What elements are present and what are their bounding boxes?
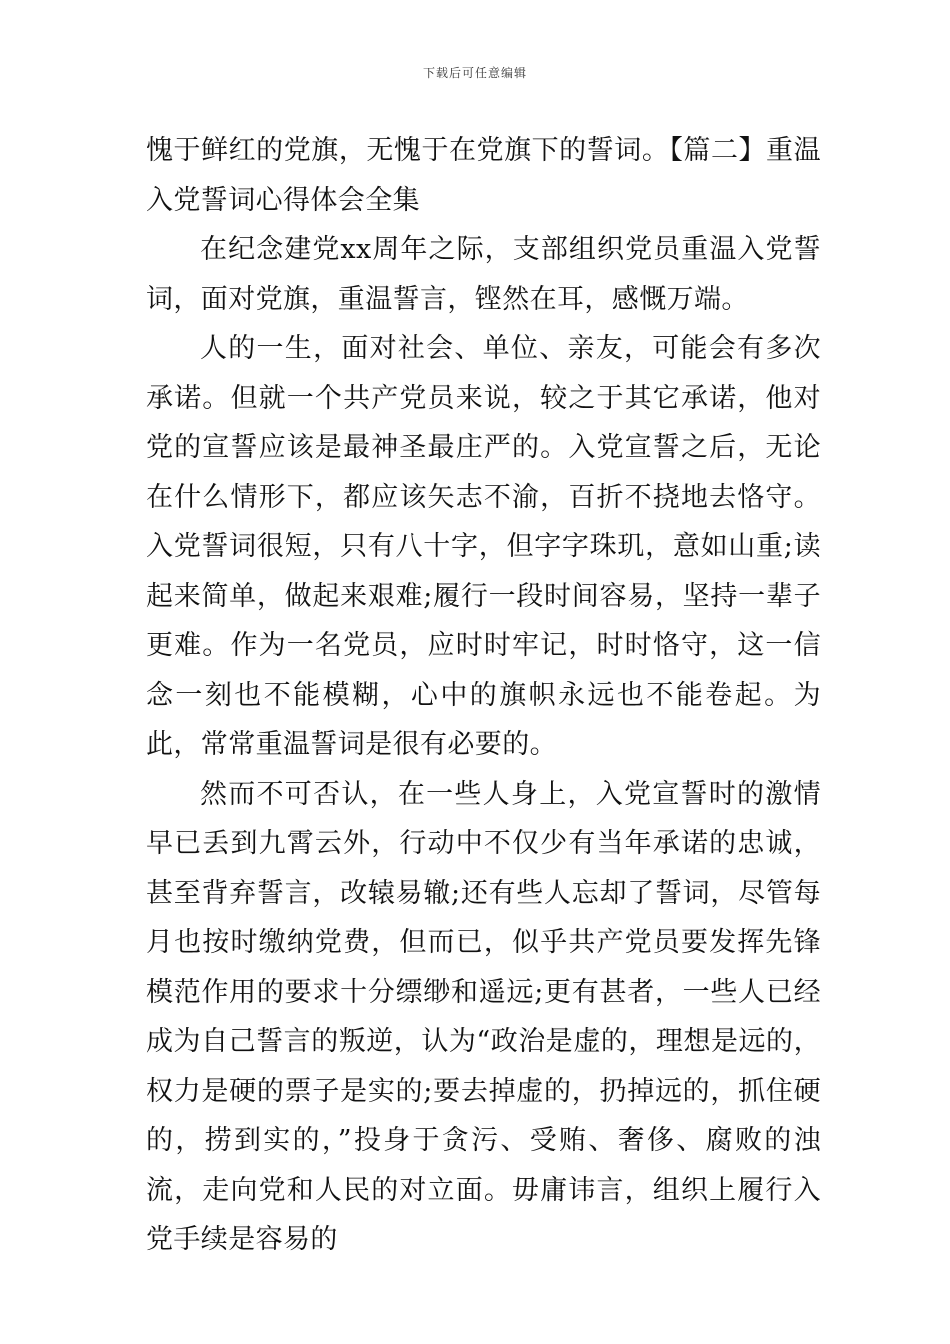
paragraph-1: 愧于鲜红的党旗，无愧于在党旗下的誓词。【篇二】重温入党誓词心得体会全集 [146, 135, 821, 216]
paragraph-3: 人的一生，面对社会、单位、亲友，可能会有多次承诺。但就一个共产党员来说，较之于其它承诺，他对党的宣誓应该是最神圣最庄严的。入党宣誓之后，无论在什么情形下，都应该矢志不渝，百折不挠地去恪守。入党誓词很短，只有八十字，但字字珠玑，意如山重;读起来简单，做起来艰难;履行一段时间容易，坚持一辈子更难。作为一名党员，应时时牢记，时时恪守，这一信念一刻也不能模糊，心中的旗帜永远也不能卷起。为此，常常重温誓词是很有必要的。 [146, 333, 821, 760]
paragraph-4: 然而不可否认，在一些人身上，入党宣誓时的激情早已丢到九霄云外，行动中不仅少有当年承诺的忠诚，甚至背弃誓言，改辕易辙;还有些人忘却了誓词，尽管每月也按时缴纳党费，但而已，似乎共产党员要发挥先锋模范作用的要求十分缥缈和遥远;更有甚者，一些人已经成为自己誓言的叛逆，认为“政治是虚的，理想是远的，权力是硬的票子是实的;要去掉虚的，扔掉远的，抓住硬的，捞到实的，”投身于贪污、受贿、奢侈、腐败的浊流，走向党和人民的对立面。毋庸讳言，组织上履行入党手续是容易的 [146, 778, 821, 1255]
page-header: 下载后可任意编辑 [422, 66, 527, 80]
paragraph-2: 在纪念建党xx周年之际，支部组织党员重温入党誓词，面对党旗，重温誓言，铿然在耳，感慨万端。 [146, 234, 821, 315]
document-body [146, 126, 821, 1265]
